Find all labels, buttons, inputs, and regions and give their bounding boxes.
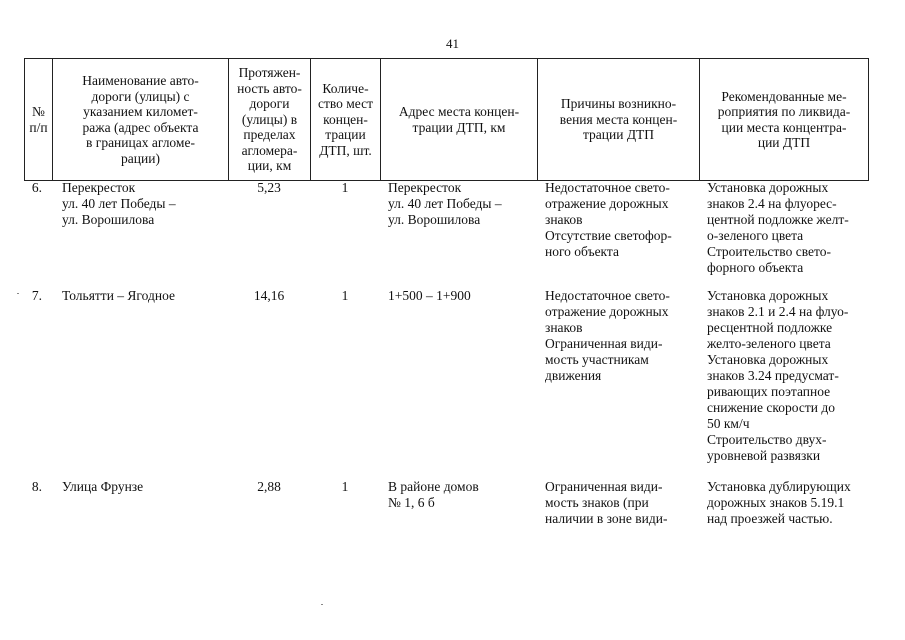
recommended-measures: Установка дублирующих дорожных знаков 5.19.1 над проезжей частью. [707, 479, 851, 526]
accident-reasons: Недостаточное свето- отражение дорожных знаков Ограниченная види- мость участникам движения [545, 288, 670, 383]
table-body [24, 180, 868, 539]
recommended-measures: Установка дорожных знаков 2.1 и 2.4 на флуо- ресцентной подложке желто-зеленого цвета Установка дорожных знаков 3.24 предусмат- ривающих поэтапное снижение скорости до 50 км/ч Строительство двух- уровневой развязки [707, 288, 849, 463]
header-address: Адрес места концен- трации ДТП, км [381, 59, 538, 181]
page-number: 41 [446, 36, 459, 51]
accident-spot-address: 1+500 – 1+900 [388, 288, 471, 303]
accident-spot-count: 1 [341, 479, 349, 494]
road-name: Тольятти – Ягодное [62, 288, 175, 303]
accident-spot-count: 1 [341, 180, 349, 195]
header-number: № п/п [25, 59, 53, 181]
scan-speck [321, 604, 323, 605]
header-road-name: Наименование авто- дороги (улицы) с указанием километ- ража (адрес объекта в границах агломе- рации) [53, 59, 229, 181]
table-row [24, 180, 868, 288]
table-row [24, 288, 868, 479]
row-number: 7. [31, 288, 42, 303]
accident-reasons: Ограниченная види- мость знаков (при наличии в зоне види- [545, 479, 668, 526]
row-number: 8. [31, 479, 42, 494]
row-number: 6. [31, 180, 42, 195]
table-header [24, 58, 869, 181]
table-row [24, 479, 868, 539]
accident-spot-address: Перекресток ул. 40 лет Победы – ул. Ворошилова [388, 180, 502, 227]
scan-speck [17, 293, 19, 294]
header-row [25, 59, 869, 181]
accident-spot-address: В районе домов № 1, 6 б [388, 479, 479, 510]
road-name: Улица Фрунзе [62, 479, 144, 494]
road-name: Перекресток ул. 40 лет Победы – ул. Ворошилова [62, 180, 176, 227]
road-length: 14,16 [253, 288, 285, 303]
header-measures: Рекомендованные ме- роприятия по ликвида- ции места концентра- ции ДТП [700, 59, 869, 181]
header-length: Протяжен- ность авто- дороги (улицы) в пределах агломера- ции, км [229, 59, 311, 181]
header-count: Количе- ство мест концен- трации ДТП, шт. [311, 59, 381, 181]
header-reasons: Причины возникно- вения места концен- трации ДТП [538, 59, 700, 181]
road-length: 2,88 [257, 479, 281, 494]
accident-reasons: Недостаточное свето- отражение дорожных знаков Отсутствие светофор- ного объекта [545, 180, 672, 259]
recommended-measures: Установка дорожных знаков 2.4 на флуорес- центной подложке желт- о-зеленого цвета Строительство свето- форного объекта [707, 180, 849, 275]
accident-spot-count: 1 [341, 288, 349, 303]
road-length: 5,23 [257, 180, 281, 195]
